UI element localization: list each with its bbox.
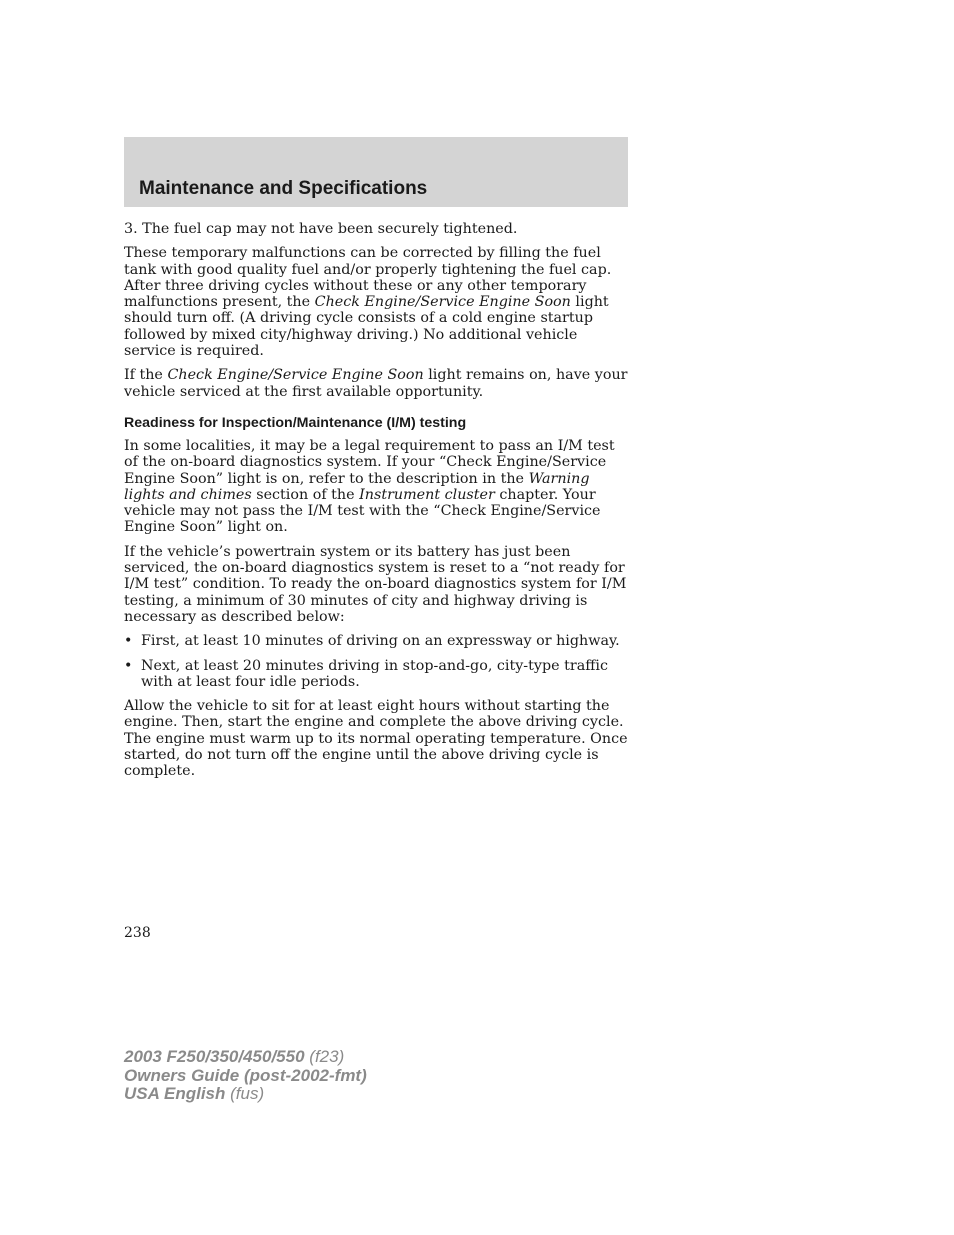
driving-steps-list xyxy=(124,633,630,690)
paragraph-powertrain-serviced: If the vehicle’s powertrain system or its battery has just been serviced, the on-board diagnostics system is reset to a “not ready for I/M test” condition. To ready the on-board diagnostics system for I/M testing, a minimum of 30 minutes of city and highway driving is necessary as described below: xyxy=(124,543,627,625)
page-number: 238 xyxy=(124,925,151,941)
document-footer xyxy=(124,1048,367,1104)
bullet-icon: • xyxy=(124,633,133,650)
paragraph-im-test: In some localities, it may be a legal requirement to pass an I/M test of the on-board diagnostics system. If your “Check Engine/Service Engine Soon” light is on, refer to the description in the Warning lights and chimes section of the Instrument cluster chapter. Your vehicle may not pass the I/M test with the “Check Engine/Service Engine Soon” light on. xyxy=(124,437,615,536)
bullet-icon: • xyxy=(124,657,133,674)
paragraph-fuel-cap: 3. The fuel cap may not have been securely tightened. xyxy=(124,221,518,237)
footer-guide-line: Owners Guide (post-2002-fmt) xyxy=(124,1065,367,1085)
page-content xyxy=(124,221,630,788)
warning-lights-reference: Warning lights and chimes xyxy=(124,470,590,503)
section-title: Maintenance and Specifications xyxy=(139,178,428,199)
footer-language-line: USA English (fus) xyxy=(124,1084,265,1103)
paragraph-light-remains-on: If the Check Engine/Service Engine Soon light remains on, have your vehicle serviced at the first available opportunity. xyxy=(124,367,628,400)
instrument-cluster-reference: Instrument cluster xyxy=(359,486,495,503)
section-header xyxy=(124,137,628,207)
list-item: • First, at least 10 minutes of driving on an expressway or highway. xyxy=(124,633,620,650)
list-item: • Next, at least 20 minutes driving in stop-and-go, city-type traffic with at least four idle periods. xyxy=(124,657,608,690)
check-engine-term: Check Engine/Service Engine Soon xyxy=(314,294,571,311)
subheading-readiness: Readiness for Inspection/Maintenance (I/M) testing xyxy=(124,414,467,431)
check-engine-term: Check Engine/Service Engine Soon xyxy=(167,367,424,384)
paragraph-temporary-malfunctions: These temporary malfunctions can be corrected by filling the fuel tank with good quality fuel and/or properly tightening the fuel cap. After three driving cycles without these or any other temporary malfunctions present, the Check Engine/Service Engine Soon light should turn off. (A driving cycle consists of a cold engine startup followed by mixed city/highway driving.) No additional vehicle service is required. xyxy=(124,245,612,360)
paragraph-allow-vehicle-sit: Allow the vehicle to sit for at least eight hours without starting the engine. Then, start the engine and complete the above driving cycle. The engine must warm up to its normal operating temperature. Once started, do not turn off the engine until the above driving cycle is complete. xyxy=(124,698,628,780)
footer-model-line: 2003 F250/350/450/550 (f23) xyxy=(124,1047,345,1066)
